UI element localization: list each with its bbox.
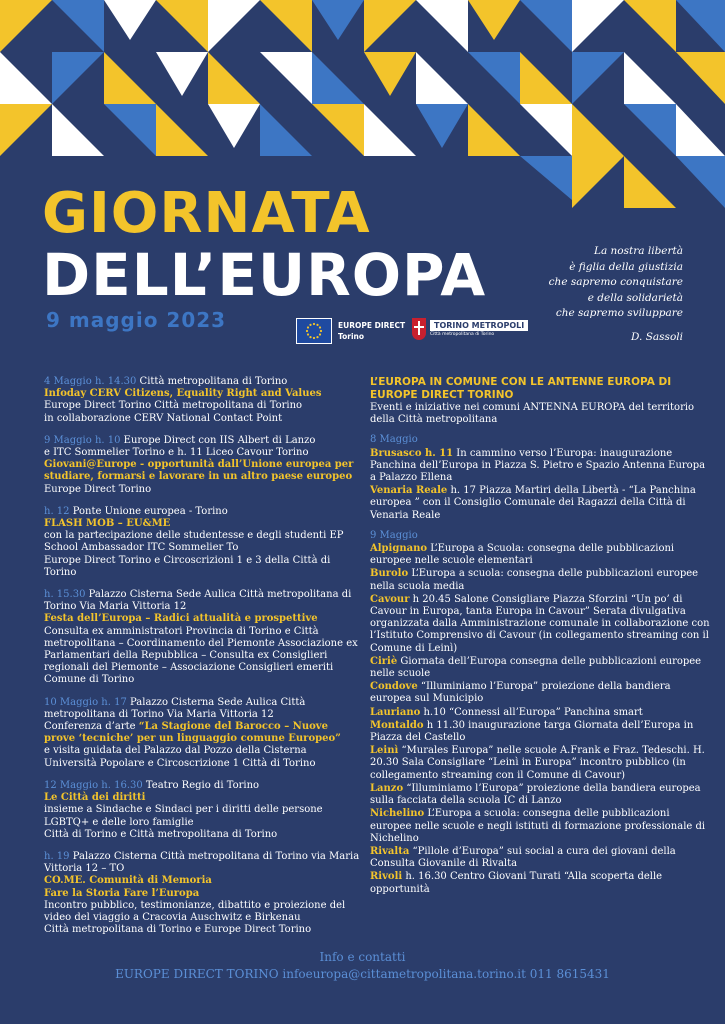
section-intro: Eventi e iniziative nei comuni ANTENNA EUROPA del territorio della Città metropolitana [370,402,695,426]
event-title: CO.ME. Comunità di Memoria Fare la Storia Fare l’Europa [44,875,212,899]
event-desc: Europe Direct Torino [44,483,152,495]
event-when: h. 12 [44,505,70,517]
event-desc: con la partecipazione delle studentesse e degli studenti EP School Ambassador ITC Sommelier To Europe Direct Torino e Circoscrizioni 1 e 3 della Città di Torino [44,530,344,578]
town-item [370,745,712,782]
event-title: FLASH MOB – EU&ME [44,518,171,530]
event-title: Le Città dei diritti [44,792,146,804]
event-where: Palazzo Cisterna Città metropolitana di Torino via Maria Vittoria 12 – TO [44,850,360,875]
footer-label: Info e contatti [319,950,406,964]
town-text: L’Europa a scuola: consegna delle pubblicazioni europee nella scuola media [370,568,699,592]
town-text: h.10 “Connessi all’Europa” Panchina smart [420,706,643,718]
town-text: h 11.30 inaugurazione targa Giornata dell’Europa in Piazza del Castello [370,719,694,744]
event-date: 9 maggio 2023 [46,308,227,332]
town-text: In cammino verso l’Europa: inaugurazione Panchina dell’Europa in Piazza S. Pietro e Spazio Antenna Europa a Palazzo Ellena [370,447,706,484]
town-item [370,448,712,485]
event-title: Festa dell’Europa – Radici attualità e prospettive [44,613,318,625]
town-item [370,808,712,845]
town-text: “Illuminiamo l’Europa” proiezione della bandiera europea sul Municipio [370,681,671,705]
torino-metropoli-logo [412,318,528,340]
town-text: L’Europa a Scuola: consegna delle pubblicazioni europee nelle scuole elementari [370,543,675,567]
town-name: Rivoli [370,871,403,883]
event-item [44,376,360,425]
town-name: Cavour [370,593,410,605]
town-item [370,783,712,807]
quote-line: che sapremo sviluppare [555,307,683,319]
right-events-column [370,376,712,897]
town-name: Burolo [370,568,409,580]
quote-author: D. Sassoli [631,330,683,343]
event-item [44,435,360,496]
quote-line: che sapremo conquistare [548,276,683,288]
town-name: Rivalta [370,845,410,857]
europe-direct-logo [296,318,405,344]
town-text: h. 16.30 Centro Giovani Turati “Alla scoperta delle opportunità [370,871,663,895]
town-name: Venaria Reale [370,485,448,497]
town-text: “Illuminiamo l’Europa” proiezione della bandiera europea sulla facciata della scuola IC di Lanzo [370,782,701,807]
title-line-1: GIORNATA [42,181,371,246]
town-item [370,485,712,522]
town-item [370,594,712,655]
event-when: h. 19 [44,850,70,862]
event-item [44,589,360,687]
event-when: 4 Maggio h. 14.30 [44,376,137,387]
event-when: 9 Maggio h. 10 [44,434,121,446]
event-desc: Europe Direct Torino Città metropolitana di Torino in collaborazione CERV National Contact Point [44,400,303,424]
town-name: Nichelino [370,808,425,820]
town-item [370,543,712,567]
town-name: Lauriano [370,706,421,718]
town-name: Alpignano [370,543,428,555]
title-line-2: DELL’EUROPA [42,241,487,309]
town-item [370,681,712,705]
town-text: Giornata dell’Europa consegna delle pubblicazioni europee nelle scuole [370,655,702,680]
event-item [44,780,360,841]
quote-line: è figlia della giustizia [569,260,683,273]
day-label: 8 Maggio [370,434,418,446]
event-item [44,851,360,936]
quote-line: e della solidarietà [587,291,683,304]
town-item [370,707,712,719]
town-text: “Murales Europa” nelle scuole A.Frank e Fraz. Tedeschi. H. 20.30 Sala Consigliare “Leinì in Europa” incontro pubblico (in collegamento streaming con il Comune di Cavour) [370,745,705,781]
event-where: Ponte Unione europea - Torino [69,505,228,517]
section-heading: L’EUROPA IN COMUNE CON LE ANTENNE EUROPA DI EUROPE DIRECT TORINO [370,376,672,401]
town-text: L’Europa a scuola: consegna delle pubblicazioni europee nelle scuole e negli istituti di formazione professionale di Nichelino [370,808,706,844]
event-where: Teatro Regio di Torino [142,779,260,791]
europe-direct-sub: Torino [338,332,365,341]
event-desc: Incontro pubblico, testimonianze, dibattito e proiezione del video del viaggio a Cracovia Auschwitz e Birkenau Città metropolitana di Torino e Europe Direct Torino [44,899,346,936]
event-when: h. 15.30 [44,589,86,601]
event-when: 12 Maggio h. 16.30 [44,779,143,791]
town-text: “Pillole d’Europa” sui social a cura dei giovani della Consulta Giovanile di Rivalta [370,845,676,870]
event-title: Infoday CERV Citizens, Equality Right and Values [44,388,322,400]
town-name: Leinì [370,745,399,757]
event-title-prefix: Conferenza d’arte [44,721,139,733]
event-item [44,506,360,579]
quote-line: La nostra libertà [593,245,683,257]
town-name: Brusasco h. 11 [370,447,454,459]
eu-flag-icon [296,318,332,344]
event-where: Palazzo Cisterna Sede Aulica Città metropolitana di Torino Via Maria Vittoria 12 [44,589,352,613]
town-name: Lanzo [370,782,404,794]
footer-contact[interactable]: EUROPE DIRECT TORINO infoeuropa@cittametropolitana.torino.it 011 8615431 [115,967,610,981]
town-item [370,846,712,870]
event-where: Palazzo Cisterna Sede Aulica Città metropolitana di Torino Via Maria Vittoria 12 [44,696,306,720]
event-desc: e visita guidata del Palazzo dal Pozzo della Cisterna Università Popolare e Circoscrizione 1 Città di Torino [44,745,316,769]
town-item [370,656,712,680]
town-name: Montaldo [370,719,424,731]
event-when: 10 Maggio h. 17 [44,696,127,708]
town-name: Condove [370,681,418,693]
town-text: h 20.45 Salone Consigliare Piazza Sforzini “Un po’ di Cavour in Europa, tanta Europa in Cavour” Serata divulgativa organizzata dalla Amministrazione comunale in collaborazione con l’Istituto Comprensivo di Cavour (in collegamento streaming con il Comune di Leinì) [370,593,710,654]
event-title: “La Stagione del Barocco – Nuove prove ‘tecniche’ per un linguaggio comune Europeo” [44,721,341,745]
shield-icon [412,318,426,340]
event-item [44,697,360,770]
town-item [370,720,712,744]
torino-metropoli-name: TORINO METROPOLI [430,320,528,331]
left-events-column [44,376,360,946]
town-name: Ciriè [370,655,398,667]
event-title: Giovani@Europe - opportunità dall’Unione europea per studiare, formarsi e lavorare in un altro paese europeo [44,459,354,483]
town-item [370,568,712,592]
town-text: h. 17 Piazza Martiri della Libertà - “La Panchina europea ” con il Consiglio Comunale dei Ragazzi della Città di Venaria Reale [370,485,696,521]
day-label: 9 Maggio [370,529,418,541]
event-desc: insieme a Sindache e Sindaci per i diritti delle persone LGBTQ+ e delle loro famiglie Città di Torino e Città metropolitana di Torino [44,804,323,840]
europe-direct-name: EUROPE DIRECT [338,321,406,330]
town-item [370,871,712,895]
event-where: Città metropolitana di Torino [136,376,288,387]
event-desc: Consulta ex amministratori Provincia di Torino e Città metropolitana – Coordinamento del Piemonte Associazione ex Parlamentari della Repubblica – Consulta ex Consiglieri regionali del Piemonte – Associazione Consiglieri emeriti Comune di Torino [44,625,358,686]
torino-metropoli-sub: Città metropolitana di Torino [430,332,495,337]
event-where: Europe Direct con IIS Albert di Lanzo e ITC Sommelier Torino e h. 11 Liceo Cavour Torino [44,434,316,459]
